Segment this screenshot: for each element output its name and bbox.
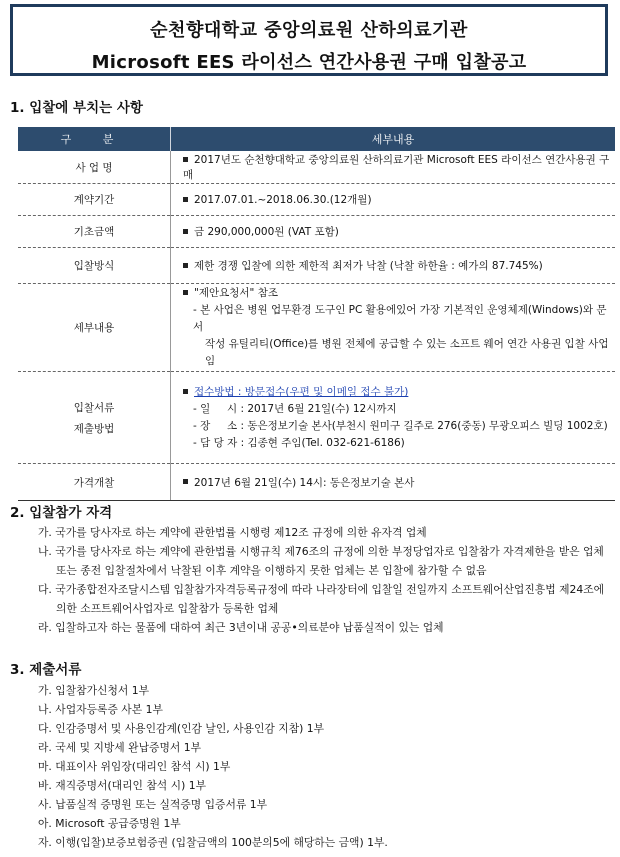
table-row <box>18 151 615 184</box>
row-label: 사 업 명 <box>18 151 171 184</box>
detail-sub-2: 작성 유틸리티(Office)를 병원 전체에 공급할 수 있는 소프트 웨어 연간 사용권 입찰 사업임 <box>205 338 609 367</box>
table-header-row <box>18 127 615 151</box>
table-row <box>18 284 615 372</box>
list-item: 라. 국세 및 지방세 완납증명서 1부 <box>38 741 202 754</box>
header-category: 구 분 <box>18 127 171 151</box>
detail-sub-1: - 본 사업은 병원 업무환경 도구인 PC 활용에있어 가장 기본적인 운영체제(Windows)와 문서 <box>193 304 607 333</box>
list-item: 바. 재직증명서(대리인 참석 시) 1부 <box>38 779 207 792</box>
bullet-icon <box>183 197 188 202</box>
row-value <box>171 248 616 284</box>
row-label-line-2: 제출방법 <box>73 422 115 435</box>
table-row <box>18 216 615 248</box>
section-3-heading: 3. 제출서류 <box>10 662 82 678</box>
row-label: 입찰방식 <box>18 248 171 284</box>
list-item: 아. Microsoft 공급증명원 1부 <box>38 817 181 830</box>
row-label: 가격개찰 <box>18 464 171 501</box>
bullet-icon <box>183 263 188 268</box>
bid-details-table <box>18 127 615 501</box>
bid-method: 제한 경쟁 입찰에 의한 제한적 최저가 낙찰 (낙찰 하한율 : 예가의 87.745%) <box>194 260 543 272</box>
header-details: 세부내용 <box>171 127 616 151</box>
bullet-icon <box>183 157 188 162</box>
list-item: 가. 국가를 당사자로 하는 계약에 관한법률 시행령 제12조 규정에 의한 유자격 업체 <box>38 526 427 539</box>
row-value <box>171 151 616 184</box>
submit-date: - 일 시 : 2017년 6월 21일(수) 12시까지 <box>193 403 397 415</box>
list-item: 자. 이행(입찰)보증보험증권 (입찰금액의 100분의5에 해당하는 금액) 1부. <box>38 836 388 849</box>
row-label: 기초금액 <box>18 216 171 248</box>
project-name: 2017년도 순천향대학교 중앙의료원 산하의료기관 Microsoft EES 라이선스 연간사용권 구매 <box>183 154 610 181</box>
table-row <box>18 372 615 464</box>
row-label: 계약기간 <box>18 184 171 216</box>
contract-period: 2017.07.01.~2018.06.30.(12개월) <box>194 194 372 206</box>
section-1-heading: 1. 입찰에 부치는 사항 <box>10 100 143 116</box>
list-item: 라. 입찰하고자 하는 물품에 대하여 최근 3년이내 공공•의료분야 납품실적이 있는 업체 <box>38 621 444 634</box>
row-value <box>171 284 616 372</box>
submit-contact: - 담 당 자 : 김종현 주임(Tel. 032-621-6186) <box>193 437 405 449</box>
submit-method-link[interactable]: 접수방법 : 방문접수(우편 및 이메일 접수 불가) <box>194 386 409 398</box>
bullet-icon <box>183 229 188 234</box>
list-item: 다. 국가종합전자조달시스템 입찰참가자격등록규정에 따라 나라장터에 입찰일 전일까지 소프트웨어산업진흥법 제24조에 의한 소프트웨어사업자로 입찰참가 등록한 업체 <box>38 583 605 615</box>
table-row <box>18 464 615 501</box>
row-value <box>171 184 616 216</box>
title-box <box>10 4 608 76</box>
qualification-list <box>38 523 613 637</box>
base-price: 금 290,000,000원 (VAT 포함) <box>194 226 339 238</box>
bullet-icon <box>183 290 188 295</box>
row-label <box>18 372 171 464</box>
list-item: 다. 인감증명서 및 사용인감계(인감 날인, 사용인감 지참) 1부 <box>38 722 325 735</box>
list-item: 가. 입찰참가신청서 1부 <box>38 684 150 697</box>
section-2-heading: 2. 입찰참가 자격 <box>10 505 113 521</box>
bullet-icon <box>183 479 188 484</box>
list-item: 나. 사업자등록증 사본 1부 <box>38 703 163 716</box>
title-line-1: 순천향대학교 중앙의료원 산하의료기관 <box>150 20 468 41</box>
row-value <box>171 372 616 464</box>
row-label: 세부내용 <box>18 284 171 372</box>
row-label-line-1: 입찰서류 <box>73 401 115 414</box>
row-value <box>171 216 616 248</box>
list-item: 나. 국가를 당사자로 하는 계약에 관한법률 시행규칙 제76조의 규정에 의한 부정당업자로 입찰참가 자격제한을 받은 업체 또는 종전 입찰절차에서 낙찰된 이후 계약을 이행하지 못한 업체는 본 입찰에 참가할 수 없음 <box>38 545 604 577</box>
detail-bullet: "제안요청서" 참조 <box>194 287 278 299</box>
list-item: 마. 대표이사 위임장(대리인 참석 시) 1부 <box>38 760 231 773</box>
list-item: 사. 납품실적 증명원 또는 실적증명 입증서류 1부 <box>38 798 268 811</box>
row-value <box>171 464 616 501</box>
bid-opening: 2017년 6월 21일(수) 14시: 동은정보기술 본사 <box>194 476 415 489</box>
bullet-icon <box>183 389 188 394</box>
documents-list <box>38 681 613 852</box>
table-row <box>18 248 615 284</box>
title-line-2: Microsoft EES 라이선스 연간사용권 구매 입찰공고 <box>91 52 527 73</box>
table-row <box>18 184 615 216</box>
submit-place: - 장 소 : 동은정보기술 본사(부천시 원미구 길주로 276(중동) 무광오피스 빌딩 1002호) <box>193 420 608 432</box>
